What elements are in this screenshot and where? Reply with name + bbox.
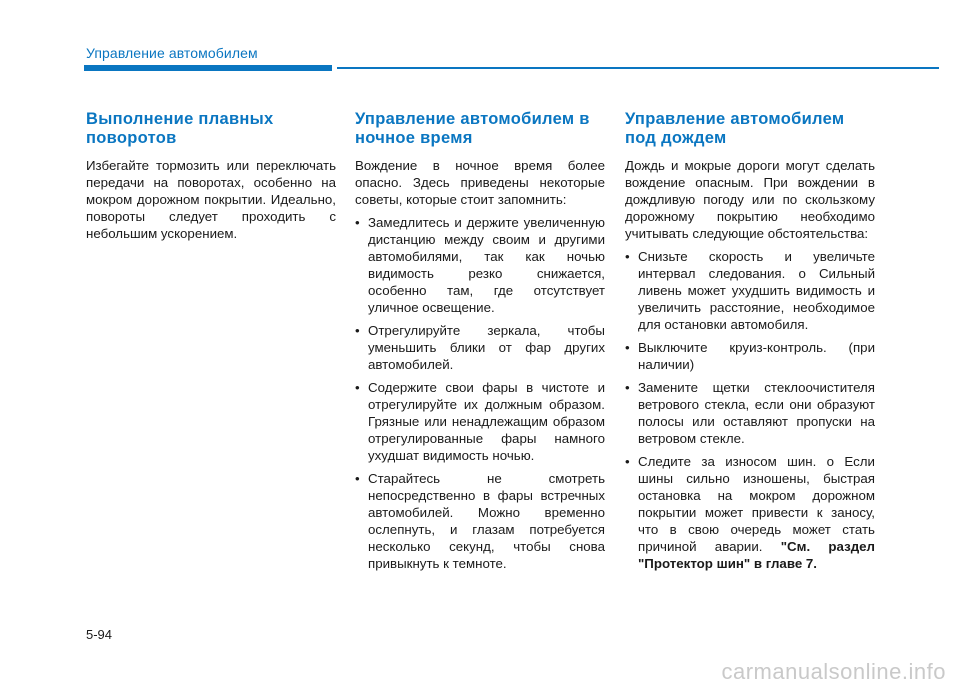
list-item-text: Старайтесь не смотреть непосредственно в фары встречных автомобилей. Можно временно ослепнуть, и глазам потребуется несколько секунд, чтобы снова привыкнуть к темноте. (368, 471, 605, 571)
column-right (625, 110, 875, 578)
list-item (625, 339, 875, 373)
bullet-icon: • (355, 380, 360, 395)
list-item-text: Выключите круиз-контроль. (при наличии) (638, 340, 875, 372)
paragraph-rain-driving: Дождь и мокрые дороги могут сделать вождение опасным. При вождении в дождливую погоду или по скользкому дорожному покрытию необходимо учитывать следующие обстоятельства: (625, 158, 875, 241)
bullet-icon: • (355, 215, 360, 230)
bullet-icon: • (625, 454, 630, 469)
list-item (625, 453, 875, 572)
header-rule-thin (337, 67, 939, 69)
rain-driving-list (625, 248, 875, 572)
column-middle (355, 110, 605, 578)
list-item (355, 379, 605, 464)
list-item-text: Отрегулируйте зеркала, чтобы уменьшить блики от фар других автомобилей. (368, 323, 605, 372)
list-item-text: Содержите свои фары в чистоте и отрегулируйте их должным образом. Грязные или ненадлежащим образом отрегулированные фары намного ухудшат видимость ночью. (368, 380, 605, 463)
list-item (625, 248, 875, 333)
bullet-icon: • (625, 380, 630, 395)
list-item-text: Снизьте скорость и увеличьте интервал следования. о Сильный ливень может ухудшить видимость и увеличить расстояние, необходимое для остановки автомобиля. (638, 249, 875, 332)
section-header-title: Управление автомобилем (86, 45, 258, 61)
bullet-icon: • (355, 323, 360, 338)
bullet-icon: • (625, 249, 630, 264)
list-item-text: Следите за износом шин. о Если шины сильно изношены, быстрая остановка на мокром дорожном покрытии может привести к заносу, что в свою очередь может стать причиной аварии. (638, 454, 875, 554)
list-item (355, 322, 605, 373)
list-item-text: Замените щетки стеклоочистителя ветрового стекла, если они образуют полосы или оставляют пропуски на ветровом стекле. (638, 380, 875, 446)
list-item (355, 214, 605, 316)
list-item (625, 379, 875, 447)
paragraph-night-driving: Вождение в ночное время более опасно. Здесь приведены некоторые советы, которые стоит запомнить: (355, 158, 605, 207)
cross-reference: "См. раздел "Протектор шин" в главе 7. (638, 539, 875, 571)
bullet-icon: • (625, 340, 630, 355)
column-left (86, 110, 336, 242)
paragraph-smooth-turns: Избегайте тормозить или переключать передачи на поворотах, особенно на мокром дорожном покрытии. Идеально, повороты следует проходить с небольшим ускорением. (86, 158, 336, 241)
heading-night-driving: Управление автомобилем в ночное время (355, 110, 590, 147)
header-rule-thick (84, 65, 332, 71)
heading-smooth-turns: Выполнение плавных поворотов (86, 110, 274, 147)
bullet-icon: • (355, 471, 360, 486)
watermark: carmanualsonline.info (721, 659, 946, 684)
list-item-text: Замедлитесь и держите увеличенную дистанцию между своим и другими автомобилями, так как ночью видимость резко снижается, особенно там, где отсутствует уличное освещение. (368, 215, 605, 315)
night-driving-list (355, 214, 605, 572)
list-item (355, 470, 605, 572)
page-number: 5-94 (86, 627, 113, 642)
heading-rain-driving: Управление автомобилем под дождем (625, 110, 845, 147)
